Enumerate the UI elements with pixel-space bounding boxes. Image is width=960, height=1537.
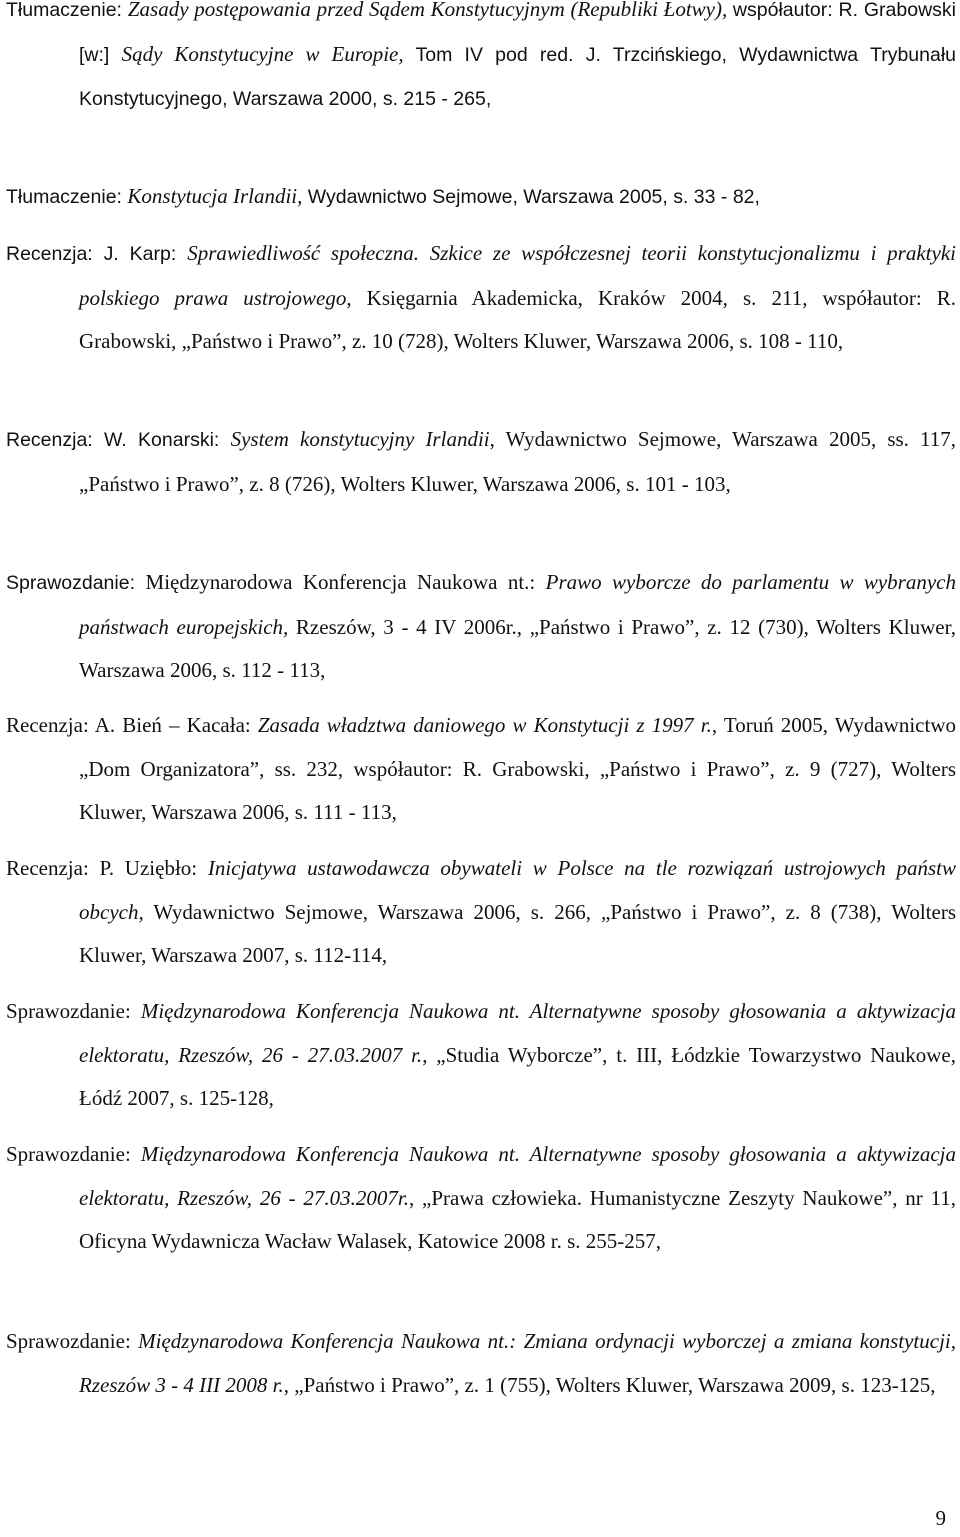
entry-text-segment: Zasada władztwa daniowego w Konstytucji z 1997 r.	[257, 713, 712, 737]
bibliography-entry	[6, 704, 956, 835]
entry-text-segment: Międzynarodowa Konferencja Naukowa nt. Alternatywne sposoby głosowania a aktywizacja elektoratu, Rzeszów, 26 - 27.03.2007 r.	[79, 999, 956, 1067]
entry-text-segment: Sprawozdanie:	[6, 572, 146, 594]
entry-text-segment: Tłumaczenie:	[6, 186, 128, 208]
entry-text-segment: Tłumaczenie:	[6, 0, 128, 21]
bibliography-entry	[6, 561, 956, 693]
entry-text-segment: Międzynarodowa Konferencja Naukowa nt. Alternatywne sposoby głosowania a aktywizacja elektoratu, Rzeszów, 26 - 27.03.2007r.	[79, 1142, 956, 1210]
entry-text-segment: Zasady postępowania przed Sądem Konstytucyjnym (Republiki Łotwy),	[127, 0, 733, 21]
bibliography-entry	[6, 232, 956, 364]
bibliography-entry	[6, 990, 956, 1121]
bibliography-entry	[6, 175, 956, 220]
bibliography-entry	[6, 1133, 956, 1264]
entry-text-segment: Recenzja: A. Bień – Kacała:	[6, 713, 258, 737]
entry-text-segment: Sprawozdanie:	[6, 1329, 139, 1353]
entry-text-segment: , „Państwo i Prawo”, z. 1 (755), Wolters Kluwer, Warszawa 2009, s. 123-125,	[283, 1372, 936, 1397]
entry-text-segment: Sądy Konstytucyjne w Europie,	[121, 41, 404, 66]
entry-text-segment: System konstytucyjny Irlandii	[230, 427, 490, 451]
entry-text-segment: Międzynarodowa Konferencja Naukowa nt.: Zmiana ordynacji wyborczej a zmiana konstytucji, Rzeszów 3 - 4 III 2008 r.	[79, 1329, 956, 1397]
bibliography-entry	[6, 418, 956, 506]
entry-text-segment: Międzynarodowa Konferencja Naukowa nt.:	[145, 570, 546, 594]
entry-text-segment: , Wydawnictwo Sejmowe, Warszawa 2005, ss. 117, „Państwo i Prawo”, z. 8 (726), Wolters Kluwer, Warszawa 2006, s. 101 - 103,	[79, 427, 957, 496]
entry-text-segment: Sprawiedliwość społeczna. Szkice ze współczesnej teorii konstytucjonalizmu i praktyki polskiego prawa ustrojowego	[79, 241, 956, 310]
bibliography-entry	[6, 0, 956, 122]
entry-text-segment: Sprawozdanie:	[6, 999, 141, 1023]
entry-text-segment: Recenzja: W. Konarski:	[6, 429, 231, 451]
bibliography-entry	[6, 847, 956, 978]
entry-text-segment: Wydawnictwo Sejmowe, Warszawa 2006, s. 266, „Państwo i Prawo”, z. 8 (738), Wolters Kluwer, Warszawa 2007, s. 112-114,	[79, 899, 956, 967]
entry-text-segment: , Księgarnia Akademicka, Kraków 2004, s. 211, współautor: R. Grabowski, „Państwo i Prawo”, z. 10 (728), Wolters Kluwer, Warszawa 2006, s. 108 - 110,	[79, 285, 956, 353]
bibliography-entry	[6, 1320, 956, 1407]
entry-text-segment: Tom IV pod red. J. Trzcińskiego, Wydawnictwa Trybunału Konstytucyjnego, Warszawa 2000, s. 215 - 265,	[79, 43, 957, 110]
entry-text-segment: Sprawozdanie:	[6, 1142, 141, 1166]
entry-text-segment: Konstytucja Irlandii,	[127, 184, 303, 208]
entry-text-segment: Wydawnictwo Sejmowe, Warszawa 2005, s. 33 - 82,	[302, 186, 760, 208]
entry-text-segment: , Toruń 2005, Wydawnictwo „Dom Organizatora”, ss. 232, współautor: R. Grabowski, „Państwo i Prawo”, z. 9 (727), Wolters Kluwer, Warszawa 2006, s. 111 - 113,	[79, 713, 956, 824]
entry-text-segment: współautor: R. Grabowski [w:]	[79, 0, 956, 66]
entry-text-segment: Inicjatywa ustawodawcza obywateli w Polsce na tle rozwiązań ustrojowych państw obcych,	[79, 856, 956, 924]
page-number: 9	[935, 1506, 946, 1530]
entry-text-segment: Prawo wyborcze do parlamentu w wybranych państwach europejskich,	[79, 570, 956, 639]
entry-text-segment: , „Prawa człowieka. Humanistyczne Zeszyty Naukowe”, nr 11, Oficyna Wydawnicza Wacław Walasek, Katowice 2008 r. s. 255-257,	[79, 1185, 956, 1253]
entry-text-segment: Rzeszów, 3 - 4 IV 2006r., „Państwo i Prawo”, z. 12 (730), Wolters Kluwer, Warszawa 2006, s. 112 - 113,	[79, 614, 956, 682]
entry-text-segment: , „Studia Wyborcze”, t. III, Łódzkie Towarzystwo Naukowe, Łódź 2007, s. 125-128,	[79, 1042, 956, 1110]
entry-text-segment: Recenzja: P. Uziębło:	[6, 856, 208, 880]
entry-text-segment: Recenzja: J. Karp:	[6, 243, 188, 265]
